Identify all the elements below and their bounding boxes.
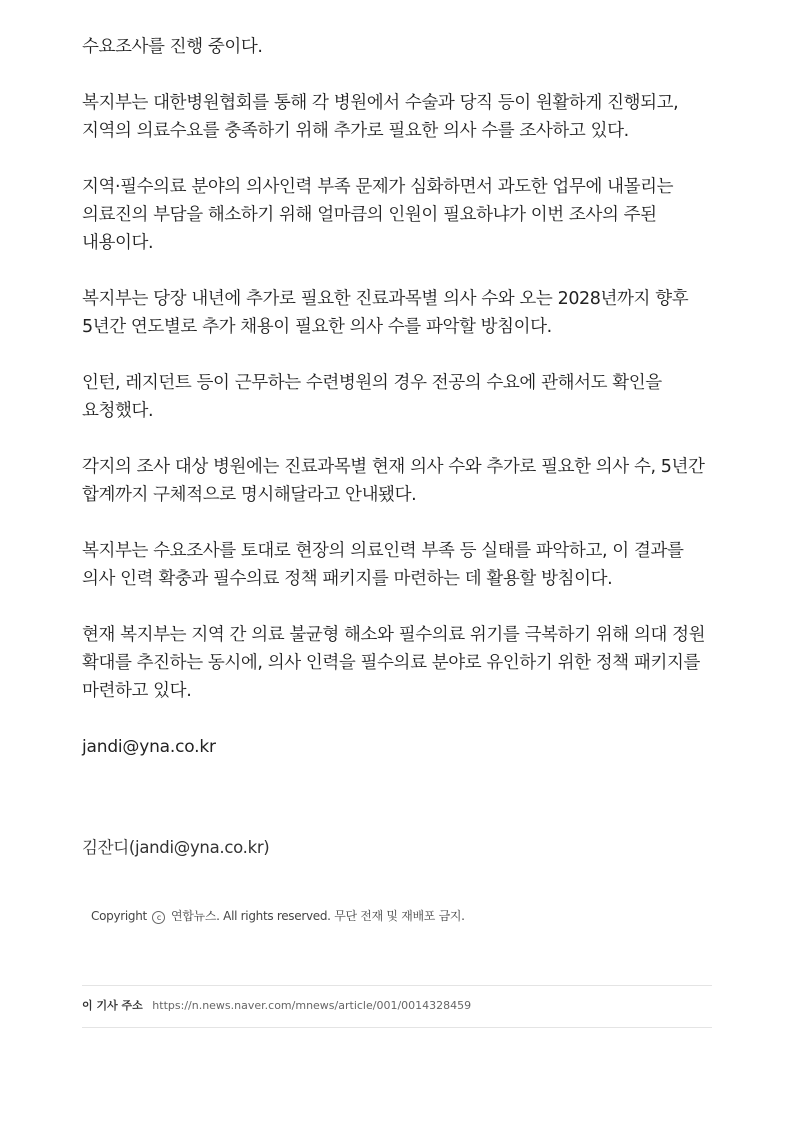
article-paragraph: 지역·필수의료 분야의 의사인력 부족 문제가 심화하면서 과도한 업무에 내몰리는 의료진의 부담을 해소하기 위해 얼마큼의 인원이 필요하냐가 이번 조사의 주된 내용이다. — [82, 177, 674, 253]
article-address — [82, 998, 471, 1014]
article-paragraph: 인턴, 레지던트 등이 근무하는 수련병원의 경우 전공의 수요에 관해서도 확인을 요청했다. — [82, 373, 662, 421]
copyright-agency: 연합뉴스. — [170, 909, 220, 923]
reporter-byline[interactable]: 김잔디(jandi@yna.co.kr) — [82, 838, 270, 857]
copyright-circle-c-icon: c — [152, 911, 165, 924]
article-paragraph: 현재 복지부는 지역 간 의료 불균형 해소와 필수의료 위기를 극복하기 위해 의대 정원 확대를 추진하는 동시에, 의사 인력을 필수의료 분야로 유인하기 위한 정책 패키지를 마련하고 있다. — [82, 625, 706, 701]
article-paragraph: 복지부는 당장 내년에 추가로 필요한 진료과목별 의사 수와 오는 2028년까지 향후 5년간 연도별로 추가 채용이 필요한 의사 수를 파악할 방침이다. — [82, 289, 689, 337]
copyright-rights: All rights reserved. — [223, 909, 331, 923]
reporter-email: jandi@yna.co.kr — [82, 737, 216, 757]
divider — [82, 1027, 712, 1028]
article-paragraph: 수요조사를 진행 중이다. — [82, 37, 263, 57]
copyright-notice — [91, 907, 465, 925]
copyright-prefix: Copyright — [91, 909, 147, 923]
article-paragraph: 각지의 조사 대상 병원에는 진료과목별 현재 의사 수와 추가로 필요한 의사 수, 5년간 합계까지 구체적으로 명시해달라고 안내됐다. — [82, 457, 705, 505]
article-body — [82, 33, 714, 761]
copyright-redistribution-notice: 무단 전재 및 재배포 금지. — [334, 909, 465, 923]
article-address-url[interactable]: https://n.news.naver.com/mnews/article/001/0014328459 — [152, 999, 472, 1012]
article-paragraph: 복지부는 수요조사를 토대로 현장의 의료인력 부족 등 실태를 파악하고, 이 결과를 의사 인력 확충과 필수의료 정책 패키지를 마련하는 데 활용할 방침이다. — [82, 541, 684, 589]
article-paragraph: 복지부는 대한병원협회를 통해 각 병원에서 수술과 당직 등이 원활하게 진행되고, 지역의 의료수요를 충족하기 위해 추가로 필요한 의사 수를 조사하고 있다. — [82, 93, 679, 141]
divider — [82, 985, 712, 986]
article-address-label: 이 기사 주소 — [82, 999, 143, 1012]
